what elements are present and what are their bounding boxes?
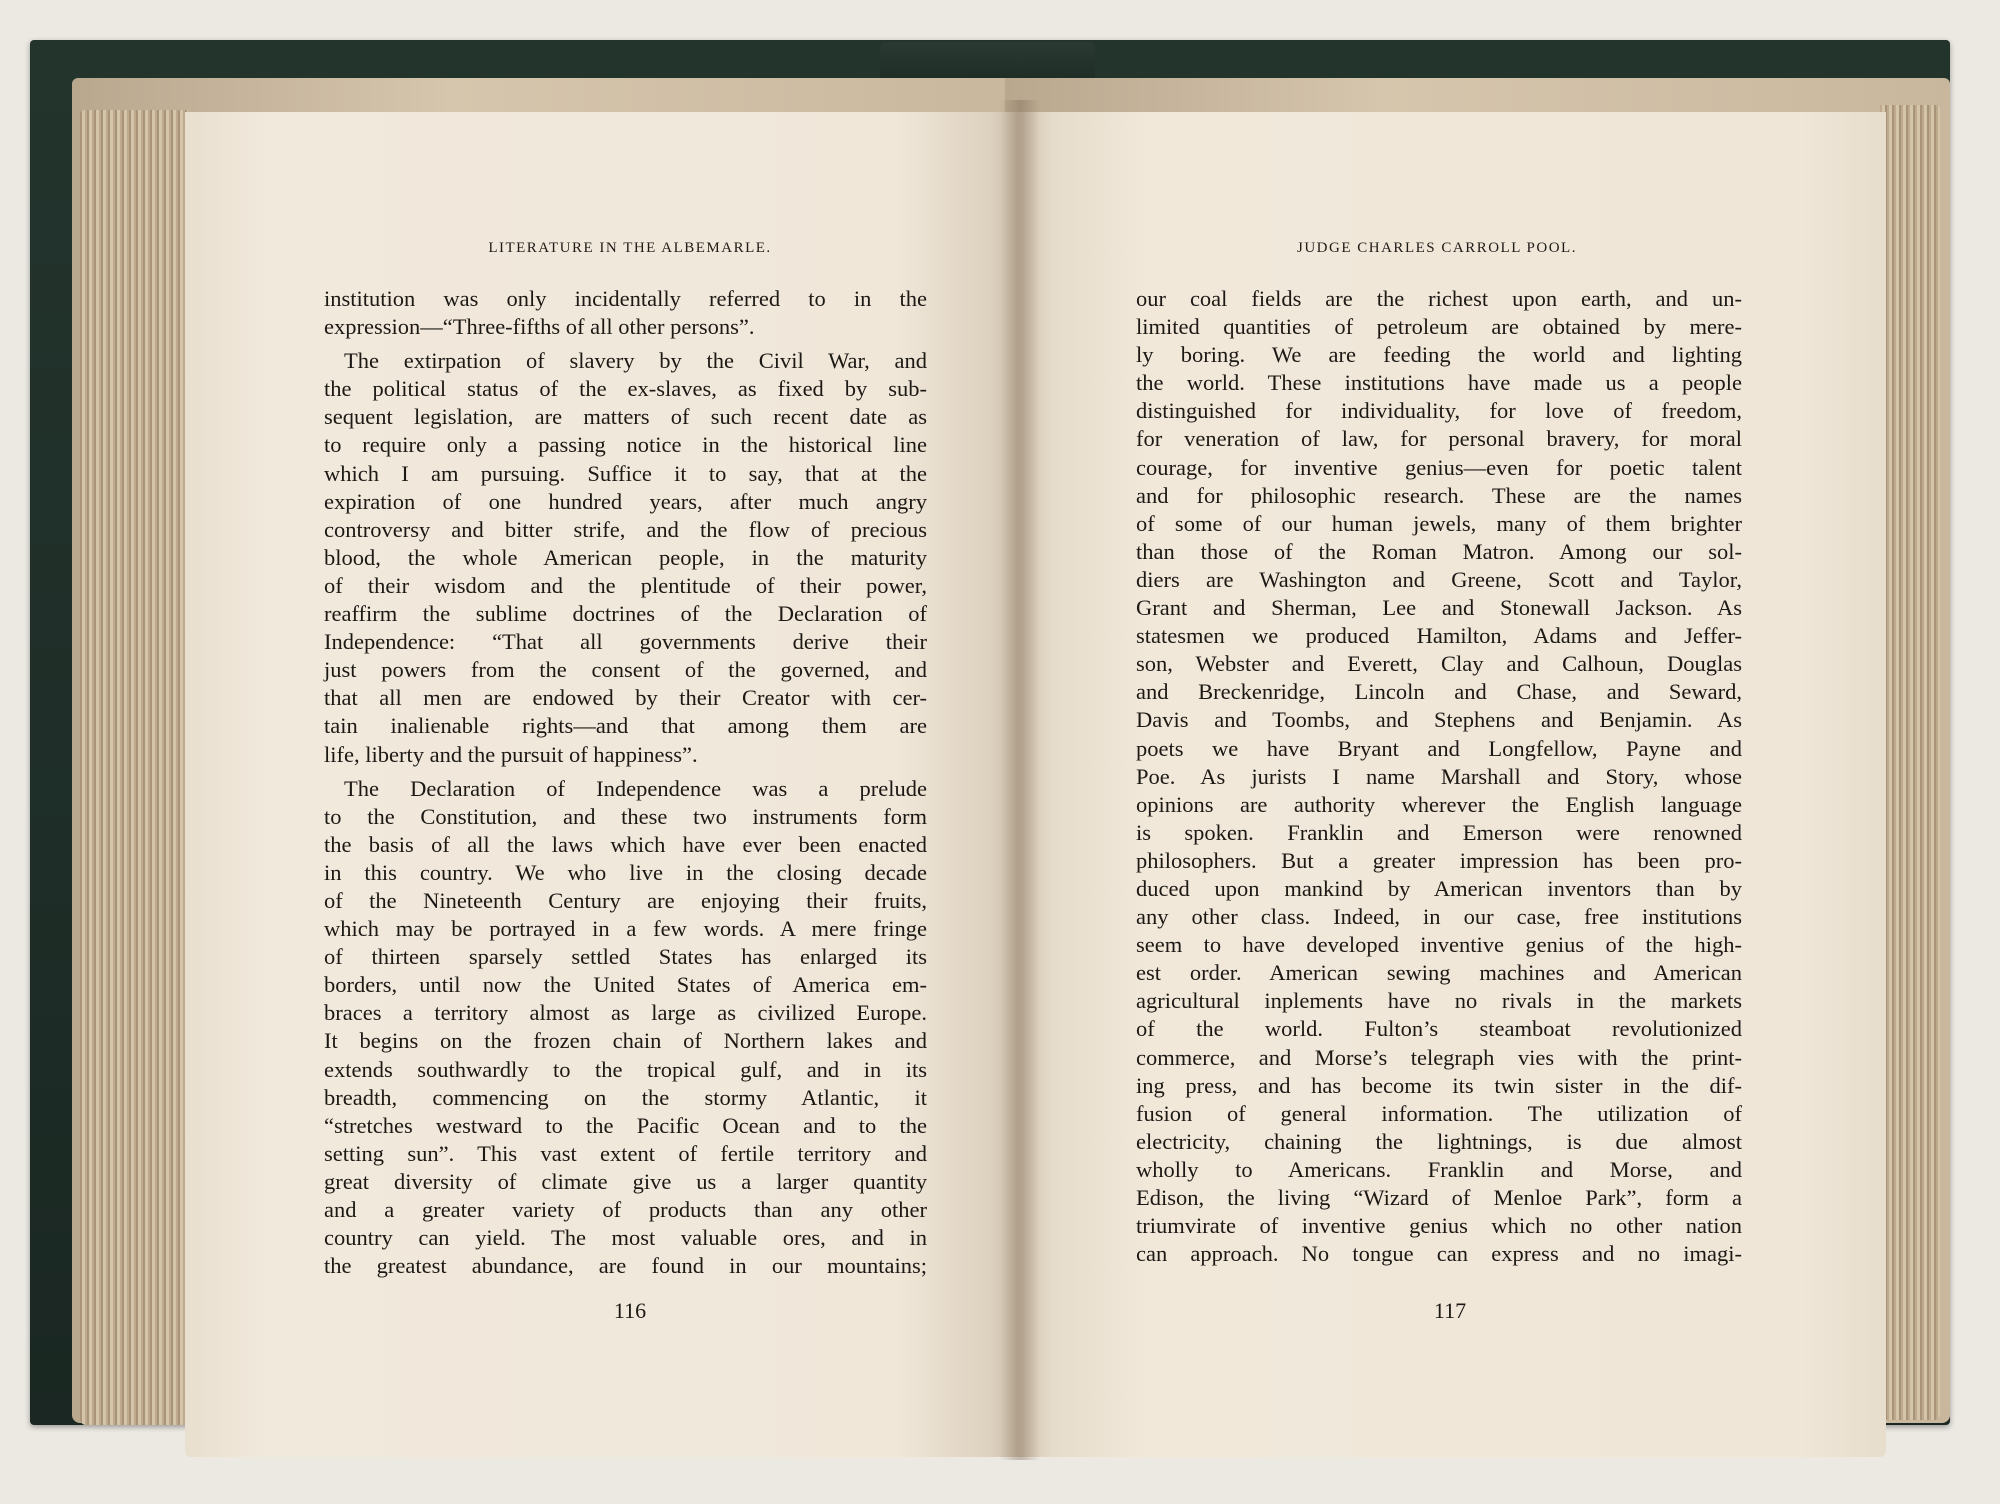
text-line: the basis of all the laws which have ever been enacted — [324, 831, 927, 857]
text-line: sequent legislation, are matters of such recent date as — [324, 404, 927, 430]
text-line: commerce, and Morse’s telegraph vies with the print- — [1136, 1044, 1742, 1070]
text-line: and for philosophic research. These are the names — [1136, 482, 1742, 508]
text-line: to require only a passing notice in the historical line — [324, 432, 927, 458]
text-line: expiration of one hundred years, after much angry — [324, 488, 927, 514]
text-line: in this country. We who live in the closing decade — [324, 859, 927, 885]
text-line: braces a territory almost as large as civilized Europe. — [324, 1000, 927, 1026]
text-line: wholly to Americans. Franklin and Morse, and — [1136, 1156, 1742, 1182]
text-line: extends southwardly to the tropical gulf, and in its — [324, 1056, 927, 1082]
text-line: of their wisdom and the plentitude of their power, — [324, 572, 927, 598]
text-line: country can yield. The most valuable ores, and in — [324, 1225, 927, 1251]
text-line: any other class. Indeed, in our case, free institutions — [1136, 904, 1742, 930]
left-running-head: LITERATURE IN THE ALBEMARLE. — [488, 240, 772, 256]
text-line: and a greater variety of products than any other — [324, 1197, 927, 1222]
text-line: Grant and Sherman, Lee and Stonewall Jackson. As — [1136, 595, 1742, 621]
text-line: opinions are authority wherever the English language — [1136, 791, 1742, 817]
text-line: agricultural inplements have no rivals in the markets — [1136, 988, 1742, 1014]
text-line: The Declaration of Independence was a prelude — [344, 775, 927, 801]
left-page-text — [324, 285, 927, 1280]
text-line: limited quantities of petroleum are obtained by mere- — [1136, 314, 1742, 340]
text-line: It begins on the frozen chain of Northern lakes and — [324, 1028, 927, 1054]
text-line: The extirpation of slavery by the Civil War, and — [344, 348, 927, 374]
text-line: for veneration of law, for personal bravery, for moral — [1136, 426, 1742, 452]
right-page-text — [1136, 285, 1742, 1268]
text-line: our coal fields are the richest upon earth, and un- — [1136, 286, 1742, 311]
right-page-number: 117 — [1433, 1298, 1467, 1323]
text-line: Davis and Toombs, and Stephens and Benjamin. As — [1136, 707, 1742, 733]
text-line: distinguished for individuality, for love of freedom, — [1136, 398, 1742, 424]
text-line: which may be portrayed in a few words. A mere fringe — [324, 916, 927, 942]
text-line: the world. These institutions have made us a people — [1136, 370, 1742, 396]
text-line: poets we have Bryant and Longfellow, Payne and — [1136, 735, 1742, 761]
right-page-edges — [1880, 105, 1940, 1420]
text-line: ly boring. We are feeding the world and lighting — [1136, 342, 1742, 368]
text-line: fusion of general information. The utilization of — [1136, 1100, 1742, 1126]
text-line: the greatest abundance, are found in our mountains; — [324, 1253, 927, 1279]
text-line: est order. American sewing machines and American — [1136, 960, 1742, 986]
text-line: which I am pursuing. Suffice it to say, that at the — [324, 460, 927, 486]
text-line: breadth, commencing on the stormy Atlantic, it — [324, 1084, 927, 1110]
text-line: of the world. Fulton’s steamboat revolutionized — [1136, 1016, 1742, 1042]
text-line: philosophers. But a greater impression has been pro- — [1136, 847, 1742, 873]
text-line: “stretches westward to the Pacific Ocean and to the — [324, 1112, 927, 1138]
text-line: and Breckenridge, Lincoln and Chase, and Seward, — [1136, 679, 1742, 705]
text-line: controversy and bitter strife, and the flow of precious — [324, 516, 927, 542]
text-line: setting sun”. This vast extent of fertile territory and — [324, 1140, 927, 1166]
text-line: duced upon mankind by American inventors than by — [1136, 875, 1742, 901]
text-line: life, liberty and the pursuit of happiness”. — [324, 741, 698, 767]
text-line: Poe. As jurists I name Marshall and Story, whose — [1136, 763, 1742, 789]
left-page-number: 116 — [613, 1298, 647, 1323]
text-line: that all men are endowed by their Creator with cer- — [324, 685, 927, 711]
text-line: courage, for inventive genius—even for poetic talent — [1136, 454, 1742, 480]
right-running-head: JUDGE CHARLES CARROLL POOL. — [1297, 240, 1577, 256]
text-line: just powers from the consent of the governed, and — [324, 657, 927, 683]
text-line: of thirteen sparsely settled States has enlarged its — [324, 944, 927, 970]
text-line: of some of our human jewels, many of them brighter — [1136, 510, 1742, 536]
text-line: can approach. No tongue can express and no imagi- — [1136, 1241, 1742, 1267]
left-page-edges — [80, 110, 188, 1425]
text-line: the political status of the ex-slaves, as fixed by sub- — [324, 376, 927, 402]
text-line: diers are Washington and Greene, Scott and Taylor, — [1136, 566, 1742, 592]
text-line: is spoken. Franklin and Emerson were renowned — [1136, 819, 1742, 845]
text-line: of the Nineteenth Century are enjoying their fruits, — [324, 887, 927, 913]
text-line: to the Constitution, and these two instruments form — [324, 803, 927, 829]
text-line: ing press, and has become its twin sister in the dif- — [1136, 1072, 1742, 1098]
text-line: electricity, chaining the lightnings, is due almost — [1136, 1128, 1742, 1154]
text-line: Independence: “That all governments derive their — [324, 629, 927, 655]
text-line: institution was only incidentally referred to in the — [324, 286, 927, 311]
text-line: triumvirate of inventive genius which no other nation — [1136, 1213, 1742, 1239]
text-line: seem to have developed inventive genius of the high- — [1136, 932, 1742, 958]
text-line: expression—“Three-fifths of all other persons”. — [324, 314, 755, 340]
text-line: reaffirm the sublime doctrines of the Declaration of — [324, 601, 927, 627]
text-line: borders, until now the United States of America em- — [324, 972, 927, 998]
text-line: blood, the whole American people, in the maturity — [324, 544, 927, 570]
text-line: tain inalienable rights—and that among them are — [324, 713, 927, 739]
book-gutter — [1000, 100, 1040, 1460]
text-line: than those of the Roman Matron. Among our sol- — [1136, 538, 1742, 564]
text-line: great diversity of climate give us a larger quantity — [324, 1168, 927, 1194]
text-line: Edison, the living “Wizard of Menloe Park”, form a — [1136, 1185, 1742, 1210]
text-line: son, Webster and Everett, Clay and Calhoun, Douglas — [1136, 651, 1742, 677]
text-line: statesmen we produced Hamilton, Adams and Jeffer- — [1136, 623, 1742, 649]
